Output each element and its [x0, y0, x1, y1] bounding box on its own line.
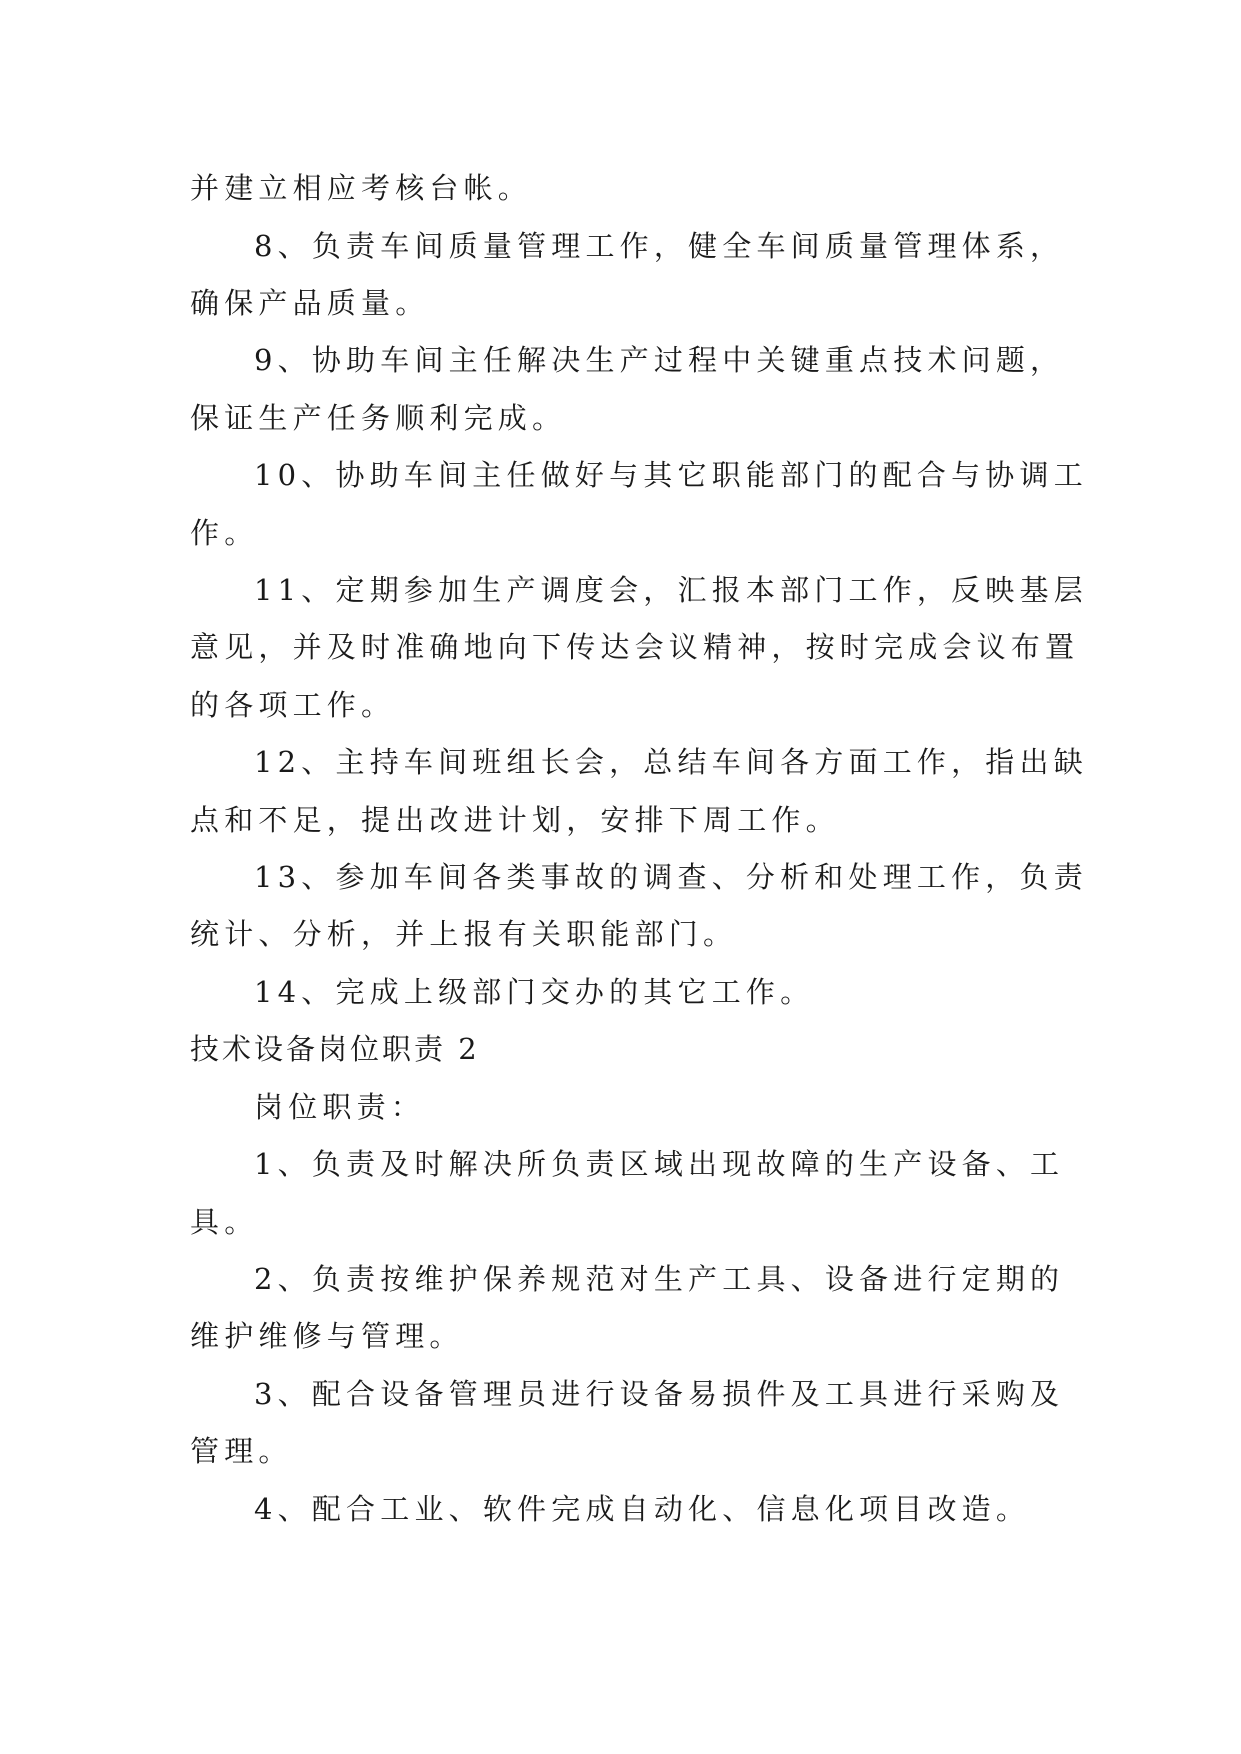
item-12-line-2: 点和不足，提出改进计划，安排下周工作。 — [190, 803, 840, 837]
duty-1-line-1: 1、负责及时解决所负责区域出现故障的生产设备、工 — [254, 1147, 1065, 1181]
item-14-line-1: 14、完成上级部门交办的其它工作。 — [254, 975, 815, 1009]
item-8-line-2: 确保产品质量。 — [190, 286, 430, 320]
duty-1-line-2: 具。 — [190, 1205, 259, 1239]
duty-4-line-1: 4、配合工业、软件完成自动化、信息化项目改造。 — [254, 1492, 1031, 1526]
item-11-line-1: 11、定期参加生产调度会，汇报本部门工作，反映基层 — [254, 573, 1088, 607]
item-8-line-1: 8、负责车间质量管理工作，健全车间质量管理体系， — [254, 229, 1065, 263]
section-heading: 技术设备岗位职责 2 — [190, 1032, 480, 1066]
duty-2-line-2: 维护维修与管理。 — [190, 1319, 464, 1353]
duty-3-line-2: 管理。 — [190, 1434, 293, 1468]
item-13-line-1: 13、参加车间各类事故的调查、分析和处理工作，负责 — [254, 860, 1088, 894]
item-13-line-2: 统计、分析，并上报有关职能部门。 — [190, 917, 738, 951]
item-11-line-3: 的各项工作。 — [190, 688, 396, 722]
item-11-line-2: 意见，并及时准确地向下传达会议精神，按时完成会议布置 — [190, 630, 1080, 664]
item-10-line-2: 作。 — [190, 516, 259, 550]
duty-3-line-1: 3、配合设备管理员进行设备易损件及工具进行采购及 — [254, 1377, 1065, 1411]
item-9-line-2: 保证生产任务顺利完成。 — [190, 401, 567, 435]
item-9-line-1: 9、协助车间主任解决生产过程中关键重点技术问题， — [254, 343, 1065, 377]
item-12-line-1: 12、主持车间班组长会，总结车间各方面工作，指出缺 — [254, 745, 1088, 779]
text-line-1: 并建立相应考核台帐。 — [190, 171, 533, 205]
duty-2-line-1: 2、负责按维护保养规范对生产工具、设备进行定期的 — [254, 1262, 1065, 1296]
item-10-line-1: 10、协助车间主任做好与其它职能部门的配合与协调工 — [254, 458, 1088, 492]
subheading-responsibilities: 岗位职责： — [254, 1090, 426, 1124]
